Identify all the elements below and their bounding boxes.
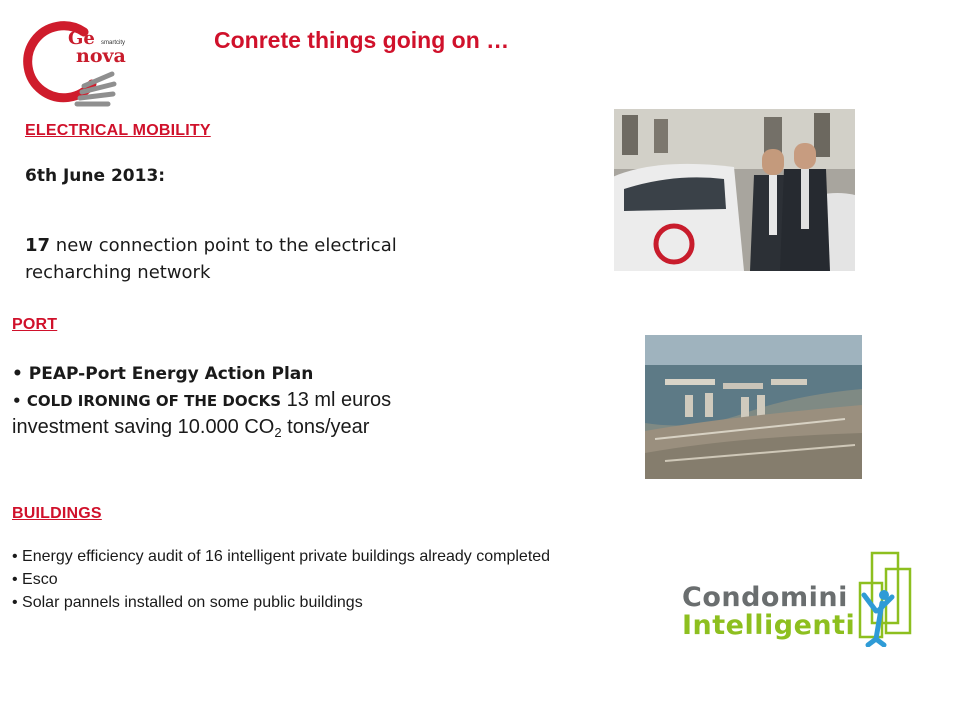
genova-smartcity-logo <box>22 18 142 118</box>
port-heading: PORT <box>12 316 58 333</box>
logo-nova-text: nova <box>76 45 126 67</box>
mobility-description <box>25 232 405 286</box>
buildings-bullet-solar: • Solar pannels installed on some public buildings <box>12 594 363 611</box>
port-bullet-peap-text: PEAP-Port Energy Action Plan <box>28 364 314 384</box>
port-bullet-peap: • PEAP-Port Energy Action Plan <box>12 364 314 384</box>
buildings-bullet-audit: • Energy efficiency audit of 16 intelligent private buildings already completed <box>12 548 551 565</box>
logo-smartcity-text: smartcity <box>101 40 125 46</box>
port-saving-prefix: investment saving 10.000 CO <box>12 416 275 438</box>
mobility-date: 6th June 2013: <box>25 166 166 186</box>
buildings-bullet-audit-text: Energy efficiency audit of 16 intelligent private buildings already completed <box>22 548 551 565</box>
buildings-bullet-esco-text: Esco <box>22 571 58 588</box>
mobility-heading: ELECTRICAL MOBILITY <box>25 122 211 139</box>
slide-title: Conrete things going on … <box>214 27 510 53</box>
buildings-bullet-list <box>12 545 622 614</box>
electric-car-photo <box>614 109 855 271</box>
intelligenti-text: Intelligenti <box>682 610 856 641</box>
mobility-count: 17 <box>25 235 51 256</box>
port-saving-subscript: 2 <box>274 425 282 440</box>
port-saving-suffix: tons/year <box>281 416 370 438</box>
port-investment: 13 ml euros <box>281 389 392 411</box>
port-bullet-list <box>12 361 552 446</box>
condomini-intelligenti-logo <box>676 547 936 647</box>
buildings-bullet-esco: • Esco <box>12 571 58 588</box>
port-saving-line <box>12 414 552 446</box>
mobility-text: new connection point to the electrical recharching network <box>25 235 397 283</box>
logo-ge-text: Ge <box>68 28 95 49</box>
port-bullet-cold-ironing: • COLD IRONING OF THE DOCKS 13 ml euros <box>12 389 392 411</box>
buildings-bullet-solar-text: Solar pannels installed on some public buildings <box>22 594 363 611</box>
port-bullet-cold-ironing-text: COLD IRONING OF THE DOCKS <box>26 392 282 410</box>
port-aerial-photo <box>645 335 862 479</box>
condomini-text: Condomini <box>682 582 848 613</box>
buildings-heading: BUILDINGS <box>12 505 102 522</box>
